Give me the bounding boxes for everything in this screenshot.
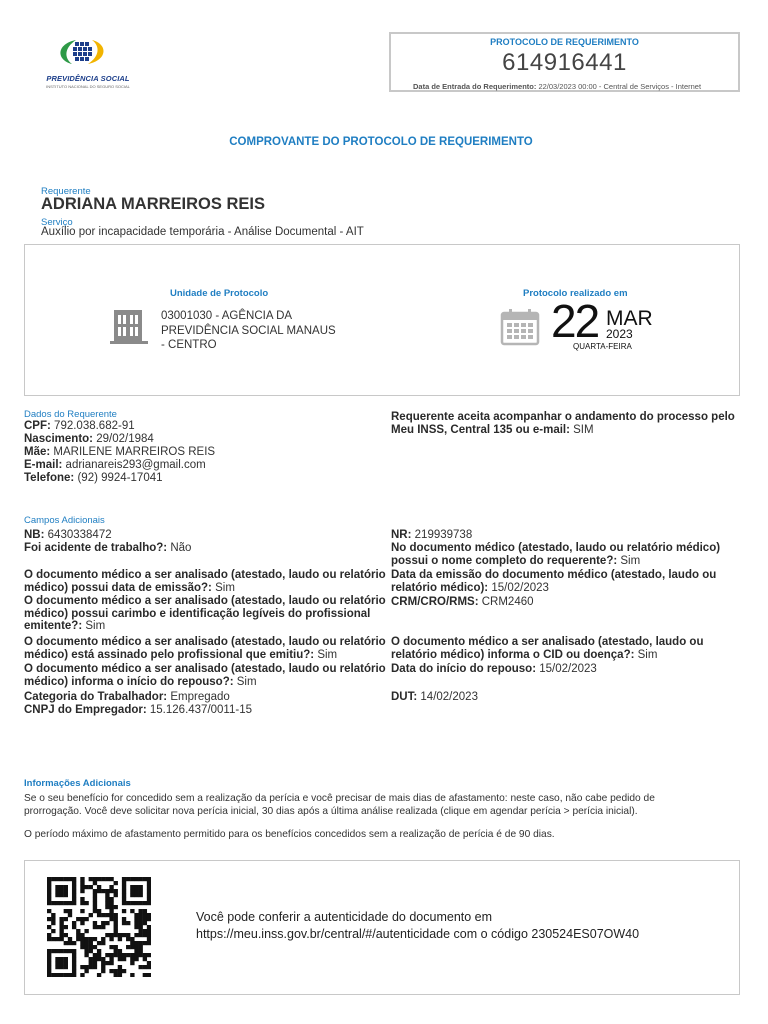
emission-q-line1: O documento médico a ser analisado (atestado, laudo ou relatório (24, 569, 386, 581)
authenticity-link[interactable]: https://meu.inss.gov.br/central/#/autenticidade com o código 230524ES07OW40 (196, 927, 640, 941)
dut-label: DUT: (391, 691, 418, 703)
cid-question (391, 636, 703, 661)
cnpj-label: CNPJ do Empregador: (24, 704, 147, 716)
rest-start-row (391, 663, 597, 676)
emission-q-value: Sim (215, 581, 235, 594)
authenticity-line1: Você pode conferir a autenticidade do documento em (196, 910, 493, 924)
date-q-value: 15/02/2023 (491, 581, 549, 594)
additional-info-title: Informações Adicionais (24, 778, 131, 789)
stamp-q-value: Sim (85, 620, 106, 632)
phone-row (24, 472, 163, 485)
cpf-label: CPF: (24, 420, 51, 432)
previdencia-logo-icon (42, 34, 134, 74)
nb-value: 6430338472 (47, 529, 112, 541)
rest-q-line1: O documento médico a ser analisado (atestado, laudo ou relatório (24, 663, 386, 675)
accept-label-2: Meu INSS, Central 135 ou e-mail: (391, 423, 570, 436)
mother-label: Mãe: (24, 446, 51, 458)
cid-q-line1: O documento médico a ser analisado (atestado, laudo ou (391, 636, 704, 648)
service-label: Serviço (41, 217, 73, 228)
mother-row (24, 446, 215, 459)
category-value: Empregado (170, 691, 230, 703)
info-p2: O período máximo de afastamento permitido para os benefícios concedidos sem a realização de perícia é de 90 dias. (24, 829, 555, 840)
signed-q-line1: O documento médico a ser analisado (atestado, laudo ou relatório (24, 636, 386, 648)
emission-date-question (391, 569, 716, 594)
logo-text: PREVIDÊNCIA SOCIAL (46, 74, 130, 83)
cid-q-value: Sim (637, 648, 658, 661)
rest-q-line2: médico) informa o início do repouso?: (24, 675, 234, 688)
work-accident-label: Foi acidente de trabalho?: (24, 542, 168, 554)
crm-label: CRM/CRO/RMS: (391, 596, 479, 608)
stamp-question (24, 595, 386, 633)
service-value: Auxílio por incapacidade temporária - Análise Documental - AIT (41, 226, 364, 238)
stamp-q-line1: O documento médico a ser analisado (atestado, laudo ou relatório (24, 595, 386, 607)
nb-row (24, 529, 112, 542)
qr-code[interactable] (47, 877, 151, 977)
cnpj-value: 15.126.437/0011-15 (149, 704, 252, 716)
calendar-icon (500, 308, 540, 349)
protocol-unit-line2: PREVIDÊNCIA SOCIAL MANAUS (161, 324, 336, 337)
protocol-number: 614916441 (502, 49, 627, 76)
protocol-year: 2023 (606, 327, 633, 341)
protocol-day: 22 (551, 295, 599, 347)
accept-tracking (391, 411, 751, 436)
protocol-month: MAR (606, 307, 653, 330)
accept-label-1: Requerente aceita acompanhar o andamento do processo pelo (391, 411, 735, 423)
rest-start-label: Data do início do repouso: (391, 663, 537, 675)
email-label: E-mail: (24, 459, 63, 471)
rest-q-value: Sim (236, 675, 257, 688)
stamp-q-line2: médico) possui carimbo e identificação legíveis do profissional (24, 607, 371, 620)
name-q-value: Sim (620, 554, 641, 567)
protocol-unit-label: Unidade de Protocolo (170, 288, 269, 299)
phone-label: Telefone: (24, 472, 75, 484)
accept-value: SIM (573, 423, 594, 436)
crm-row (391, 596, 534, 609)
previdencia-logo (42, 34, 134, 92)
cnpj-row (24, 704, 252, 717)
work-accident-row (24, 542, 191, 555)
birth-row (24, 433, 154, 446)
logo-subtext: INSTITUTO NACIONAL DO SEGURO SOCIAL (46, 84, 130, 89)
requester-data-title: Dados do Requerente (24, 409, 117, 420)
name-q-line2: possui o nome completo do requerente?: (391, 554, 618, 567)
protocol-number-box (389, 32, 740, 92)
protocol-unit-line1: 03001030 - AGÊNCIA DA (161, 310, 293, 322)
building-icon (110, 309, 148, 348)
protocol-label: PROTOCOLO DE REQUERIMENTO (490, 37, 639, 47)
cpf-row (24, 420, 135, 433)
date-q-line1: Data da emissão do documento médico (atestado, laudo ou (391, 569, 717, 581)
additional-info-text (24, 792, 744, 841)
cpf-value: 792.038.682-91 (54, 420, 135, 432)
date-q-line2: relatório médico): (391, 581, 489, 594)
nb-label: NB: (24, 529, 45, 541)
signed-q-line2: médico) está assinado pelo profissional que emitiu?: (24, 648, 315, 661)
birth-label: Nascimento: (24, 433, 94, 445)
protocol-unit-line3: - CENTRO (161, 339, 217, 351)
rest-question (24, 663, 386, 688)
requester-name: ADRIANA MARREIROS REIS (41, 195, 265, 213)
stamp-q-line3: emitente?: (24, 620, 83, 632)
nr-label: NR: (391, 529, 412, 541)
additional-fields-title: Campos Adicionais (24, 515, 105, 526)
document-title: COMPROVANTE DO PROTOCOLO DE REQUERIMENTO (229, 136, 533, 148)
name-q-line1: No documento médico (atestado, laudo ou relatório médico) (391, 542, 721, 554)
category-row (24, 691, 230, 704)
authenticity-text (196, 909, 639, 943)
nr-row (391, 529, 472, 542)
email-value: adrianareis293@gmail.com (65, 459, 206, 471)
dut-row (391, 691, 478, 704)
entry-date (413, 82, 733, 91)
emission-question (24, 569, 386, 594)
rest-start-value: 15/02/2023 (539, 663, 597, 675)
birth-value: 29/02/1984 (96, 433, 154, 445)
signed-question (24, 636, 386, 661)
protocol-weekday: QUARTA-FEIRA (573, 342, 632, 351)
info-p1-line1: Se o seu benefício for concedido sem a realização da perícia e você precisar de mais dias de afastamento: neste caso, não cabe pedido de (24, 793, 655, 804)
mother-value: MARILENE MARREIROS REIS (53, 446, 216, 458)
requester-label: Requerente (41, 186, 91, 197)
work-accident-value: Não (170, 542, 192, 554)
crm-value: CRM2460 (481, 596, 534, 608)
category-label: Categoria do Trabalhador: (24, 691, 168, 703)
cid-q-line2: relatório médico) informa o CID ou doença?: (391, 648, 635, 661)
entry-date-value: 22/03/2023 00:00 - Central de Serviços - Internet (538, 82, 702, 91)
entry-date-label: Data de Entrada do Requerimento: (413, 82, 537, 91)
qr-code-graphic (47, 877, 151, 977)
dut-value: 14/02/2023 (420, 691, 478, 703)
phone-value: (92) 9924-17041 (77, 472, 163, 484)
email-row (24, 459, 206, 472)
info-p1-line2: prorrogação. Você deve solicitar nova perícia inicial, 30 dias após a última análise realizada (clique em agendar perícia > perícia inicial). (24, 806, 638, 817)
signed-q-value: Sim (317, 648, 338, 661)
protocol-date-label: Protocolo realizado em (523, 288, 628, 299)
name-question (391, 542, 720, 567)
protocol-unit-address (161, 309, 336, 353)
nr-value: 219939738 (414, 529, 473, 541)
emission-q-line2: médico) possui data de emissão?: (24, 581, 212, 594)
